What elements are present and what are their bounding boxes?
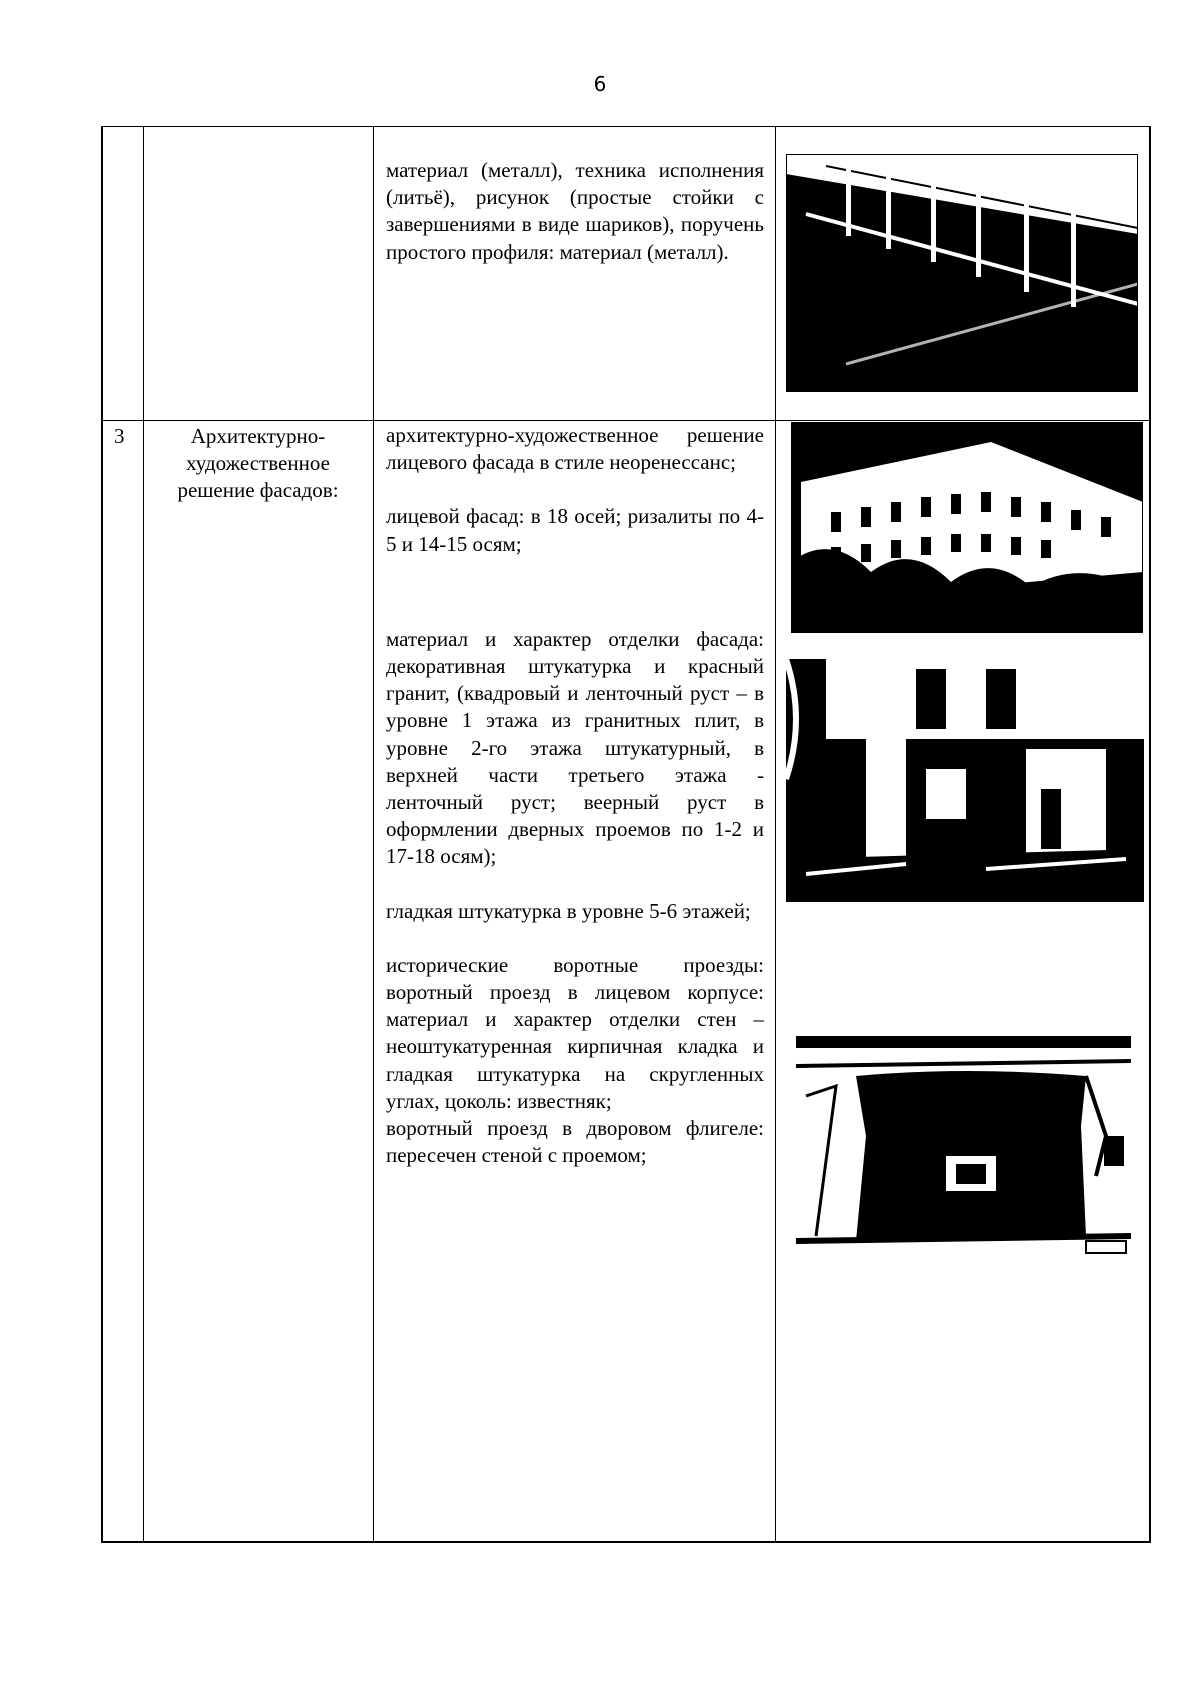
table-border-left (101, 126, 103, 1543)
row-number: 3 (114, 424, 125, 448)
table-border-bottom (101, 1541, 1151, 1543)
row-3-description-cell (386, 422, 764, 1169)
paragraph-smooth-plaster: гладкая штукатурка в уровне 5-6 этажей; (386, 898, 751, 923)
description-text: материал (металл), техника исполнения (литьё), рисунок (простые стойки с завершениями в виде шариков), поручень простого профиля: материал (металл). (386, 158, 764, 264)
page-number: 6 (593, 72, 607, 96)
gate-passage-photo (796, 1036, 1131, 1258)
paragraph-facade-axes: лицевой фасад: в 18 осей; ризалиты по 4-5 и 14-15 осям; (386, 504, 764, 556)
description-cell (386, 157, 764, 266)
column-divider (143, 126, 144, 1543)
section-title: Архитектурно-художественное решение фасадов: (177, 424, 339, 502)
column-divider (775, 126, 776, 1543)
paragraph-gate-courtyard: воротный проезд в дворовом флигеле: пересечен стеной с проемом; (386, 1116, 764, 1168)
paragraph-finish-material: материал и характер отделки фасада: декоративная штукатурка и красный гранит, (квадровый и ленточный руст – в уровне 1 этажа из гранитных плит, в уровне 2-го этажа штукатурный, в верхней части третьего этажа - ленточный руст; веерный руст в оформлении дверных проемов по 1-2 и 17-18 осям); (386, 626, 764, 869)
stair-railing-photo (786, 154, 1138, 392)
column-divider (373, 126, 374, 1543)
entrance-photo (786, 659, 1144, 902)
table-border-top (101, 126, 1151, 127)
facade-photo (791, 422, 1143, 633)
paragraph-gate-front: исторические воротные проезды: воротный проезд в лицевом корпусе: материал и характер отделки стен – неоштукатуренная кирпичная кладка и гладкая штукатурка на скругленных углах, цоколь: известняк; (386, 952, 764, 1113)
table-border-right (1149, 126, 1151, 1543)
row-divider (101, 420, 1151, 421)
paragraph-facade-style: архитектурно-художественное решение лицевого фасада в стиле неоренессанс; (386, 423, 764, 475)
